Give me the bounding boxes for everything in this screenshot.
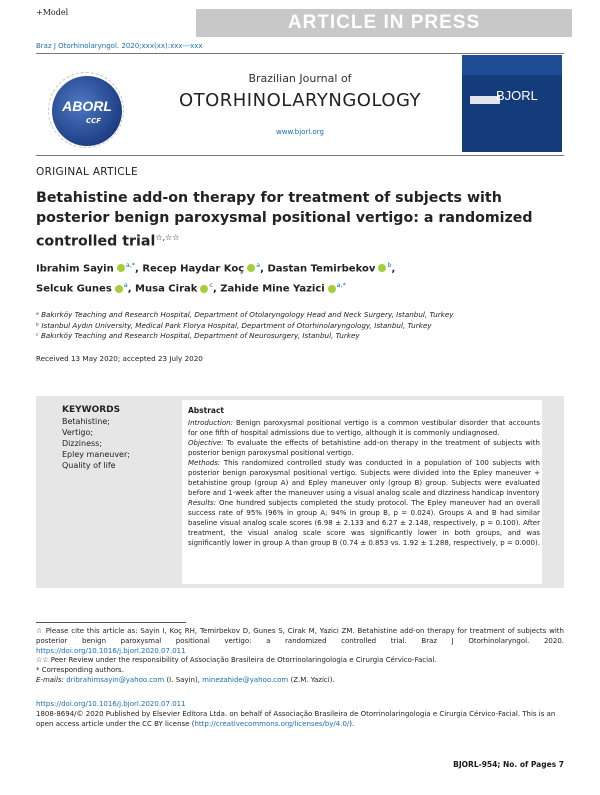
affiliation-b: ᵇ Istanbul Aydın University, Medical Park Florya Hospital, Department of Otorhinolaryngology, Istanbul, Turkey	[36, 320, 432, 330]
keyword-item: Betahistine;	[62, 417, 110, 426]
abstract-results: Results: One hundred subjects completed the study protocol. The Epley maneuver had an overall success rate of 95% (96% in group A; 94% in group B, p = 0.024). Groups A and B had similar baseline visual analog scale scores (6.98 ± 2.133 and 6.27 ± 2.148, respectively, p = 0.100). After treatment, the visual analog scale score was significantly lower in both groups, and was significantly lower in group A than group B (0.74 ± 0.853 vs. 1.92 ± 1.288, respectively, p = 0.000).	[188, 499, 540, 547]
keyword-item: Dizziness;	[62, 439, 103, 448]
article-in-press-banner: ARTICLE IN PRESS	[196, 9, 572, 37]
orcid-icon[interactable]	[328, 285, 336, 293]
journal-url-link[interactable]: www.bjorl.org	[276, 128, 324, 136]
footnote-rule	[36, 622, 186, 623]
abstract-label: Objective:	[188, 439, 224, 447]
email-link[interactable]: dribrahimsayin@yahoo.com	[66, 676, 165, 684]
article-title-text: Betahistine add-on therapy for treatment of subjects with posterior benign paroxysmal positional vertigo: a randomized controlled trial	[36, 190, 533, 250]
citation-doi-link[interactable]: https://doi.org/10.1016/j.bjorl.2020.07.011	[36, 646, 186, 655]
author-name: Recep Haydar Koç	[142, 263, 245, 275]
email-link[interactable]: minezahide@yahoo.com	[202, 676, 289, 684]
journal-citation[interactable]: Braz J Otorhinolaryngol. 2020;xxx(xx):xxx---xxx	[36, 42, 203, 50]
author-affiliation-sup[interactable]: c	[209, 281, 213, 290]
journal-cover-title: BJORL	[496, 88, 538, 103]
keyword-item: Epley maneuver;	[62, 450, 130, 459]
license-text: 1808-8694/© 2020 Published by Elsevier Editora Ltda. on behalf of Associação Brasileira de Otorrinolaringologia e Cirurgia Cérvico-Facial. This is an open access article under the CC BY license (http://creativecommons.org/licenses/by/4.0/).	[36, 709, 556, 728]
orcid-icon[interactable]	[247, 264, 255, 272]
author-name: Dastan Temirbekov	[267, 263, 376, 275]
abstract-label: Introduction:	[188, 419, 233, 427]
author-name: Musa Cirak	[135, 283, 198, 295]
model-label: +Model	[36, 8, 69, 17]
page-info: BJORL-954; No. of Pages 7	[453, 760, 564, 769]
footnote-citation: ☆ Please cite this article as: Sayin I, Koç RH, Temirbekov D, Gunes S, Cirak M, Yazici ZM. Betahistine add-on therapy for treatment of subjects with posterior benign paroxysmal positional vertigo: a randomized controlled trial. Braz J Otorhinolaryngol. 2020. https://doi.org/10.1016/j.bjorl.2020.07.011	[36, 627, 564, 655]
keywords-heading: KEYWORDS	[62, 405, 121, 415]
keyword-item: Vertigo;	[62, 428, 94, 437]
author-name: Ibrahim Sayin	[36, 263, 114, 275]
society-logo-text: ABORL	[62, 98, 112, 114]
abstract-heading: Abstract	[188, 406, 225, 415]
author-name: Selcuk Gunes	[36, 283, 112, 295]
author-affiliation-sup[interactable]: a,*	[125, 261, 136, 269]
article-license-block	[36, 700, 564, 729]
journal-cover-band	[462, 55, 562, 75]
keyword-item: Quality of life	[62, 461, 116, 470]
article-title	[36, 188, 564, 252]
author-name: Zahide Mine Yazici	[220, 283, 325, 295]
affiliations	[36, 310, 564, 342]
abstract-objective: Objective: To evaluate the effects of betahistine add-on therapy in the treatment of subjects with posterior benign paroxysmal positional vertigo.	[188, 439, 540, 457]
abstract-label: Results:	[188, 499, 216, 507]
abstract-methods: Methods: This randomized controlled study was conducted in a population of 100 subjects with posterior benign paroxysmal positional vertigo. Subjects were divided into the Epley maneuver + betahistine group (group A) and Epley maneuver only (group B) group. Subjects were evaluated before and 1-week after the maneuver using a visual analog scale and dizziness handicap inventory	[188, 459, 540, 497]
orcid-icon[interactable]	[200, 285, 208, 293]
abstract-label: Methods:	[188, 459, 221, 467]
affiliation-a: ᵃ Bakırköy Teaching and Research Hospital, Department of Otolaryngology Head and Neck Surgery, Istanbul, Turkey	[36, 310, 454, 319]
received-dates: Received 13 May 2020; accepted 23 July 2020	[36, 354, 203, 363]
abstract-body	[188, 418, 540, 548]
author-list: Ibrahim Sayin $^{a,*}$, Recep Haydar Koç $^a$, Dastan Temirbekov $^b$, Selcuk Gunes $^a$, Musa Cirak $^c$, Zahide Mine Yazici $^{a,*}$	[36, 261, 396, 295]
keywords-list	[62, 416, 130, 471]
license-link[interactable]: http://creativecommons.org/licenses/by/4.0/	[194, 719, 350, 728]
footnote-peer-review: ☆☆ Peer Review under the responsibility of Associação Brasileira de Otorrinolaringologia e Cirurgia Cérvico-Facial.	[36, 656, 437, 664]
abstract-introduction: Introduction: Benign paroxysmal positional vertigo is a common vestibular disorder that accounts for one fifth of hospital admissions due to vertigo, although it is commonly undiagnosed.	[188, 419, 540, 437]
orcid-icon[interactable]	[378, 264, 386, 272]
author-affiliation-sup[interactable]: a	[123, 281, 128, 290]
title-footnote-marks[interactable]: ☆,☆☆	[155, 233, 180, 242]
orcid-icon[interactable]	[115, 285, 123, 293]
journal-name-line1: Brazilian Journal of	[248, 72, 352, 85]
header-divider-top	[36, 53, 564, 54]
author-affiliation-sup[interactable]: a,*	[336, 281, 346, 290]
footnote-corresponding: * Corresponding authors.	[36, 666, 124, 674]
orcid-icon[interactable]	[117, 264, 125, 272]
author-affiliation-sup[interactable]: a	[256, 261, 261, 269]
journal-name-line2: OTORHINOLARYNGOLOGY	[178, 90, 422, 111]
footnote-emails: E-mails: dribrahimsayin@yahoo.com (I. Sayin), minezahide@yahoo.com (Z.M. Yazici).	[36, 676, 335, 684]
header-divider-bottom	[36, 155, 564, 156]
affiliation-c: ᶜ Bakırköy Teaching and Research Hospital, Department of Neurosurgery, Istanbul, Turkey	[36, 331, 360, 340]
article-doi-link[interactable]: https://doi.org/10.1016/j.bjorl.2020.07.011	[36, 700, 186, 708]
society-logo-sub: CCF	[86, 117, 102, 125]
author-affiliation-sup[interactable]: b	[387, 261, 392, 269]
article-type: ORIGINAL ARTICLE	[36, 166, 138, 178]
